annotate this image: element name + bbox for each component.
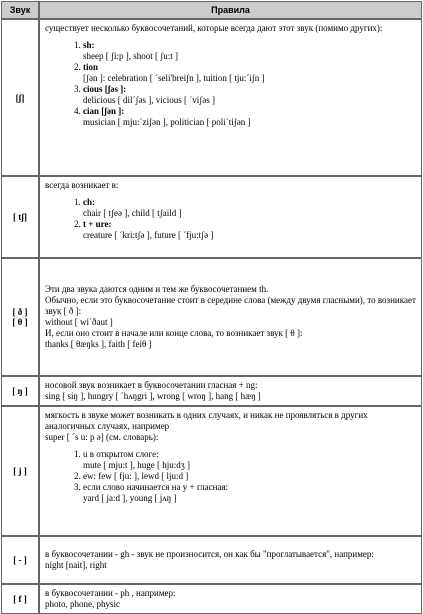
rule-cell [39, 19, 422, 176]
rule-cell: в буквосочетании - ph , например: photo, phone, physic [39, 584, 422, 614]
rule-intro: существует несколько буквосочетаний, которые всегда дают этот звук (помимо других): [45, 23, 383, 33]
sound-cell: [ j ] [1, 406, 39, 536]
sound-cell: [ ð ] [ θ ] [1, 258, 39, 376]
rule-cell [39, 176, 422, 258]
list-item: 3. cious [ʃəs ]: delicious [ dilˊʃəs ], vicious [ ˊviʃəs ] [83, 84, 417, 106]
header-rules: Правила [39, 1, 422, 19]
rule-cell: в буквосочетании - gh - звук не произносится, он как бы "проглатывается", например: night [nait], right [39, 536, 422, 584]
sound-cell: [ tʃ] [1, 176, 39, 258]
list-item: 1. sh: sheep [ ʃi:p ], shoot [ ʃu:t ] [83, 40, 417, 62]
rule-cell: носовой звук возникает в буквосочетании гласная + ng: sing [ siŋ ], hungry [ ˊhʌŋgri ], wrong [ wroŋ ], hang [ hæŋ ] [39, 376, 422, 406]
table-row [1, 584, 422, 614]
table-row [1, 258, 422, 376]
combination-list [45, 449, 417, 504]
phonetics-rules-table [1, 1, 422, 614]
combination-list [45, 40, 417, 128]
rule-intro: всегда возникает в: [45, 180, 119, 190]
table-row [1, 406, 422, 536]
sound-cell: [ - ] [1, 536, 39, 584]
rule-cell: мягкость в звуке может возникать в одних случаях, и никак не проявляться в других аналогичных случаях, например super [ ˊs u: p ə] (см. словарь): 1. u в открытом слоге: mute [ mju:t ], huge [ hju:dʒ ] 2. ew: few [ fju: ], lewd [ lju:d ] 3. если слово начинается на y + гласная: yard [ ja:d ], young [ jʌŋ ] [39, 406, 422, 536]
list-item: 2. t + ure: creature [ ˊkri:tʃə ], future [ ˊfju:tʃə ] [83, 219, 417, 241]
table-row [1, 536, 422, 584]
list-item: 1. u в открытом слоге: mute [ mju:t ], huge [ hju:dʒ ] [83, 449, 417, 471]
list-item: 1. ch: chair [ tʃeə ], child [ tʃaild ] [83, 197, 417, 219]
table-row [1, 176, 422, 258]
list-item: 2. tion [ʃən ]: celebration [ ˊseli'breiʃn ], tuition [ tju:ˊiʃn ] [83, 62, 417, 84]
sound-cell: [ f ] [1, 584, 39, 614]
table-row [1, 19, 422, 176]
table-row [1, 376, 422, 406]
combination-list [45, 197, 417, 241]
sound-cell: [ʃ] [1, 19, 39, 176]
rule-cell: Эти два звука даются одним и тем же буквосочетанием th. Обычно, если это буквосочетание стоит в середине слова (между двумя гласными), то возникает звук [ ð ]: without [ wiˊðaut ] И, если оно стоит в начале или конце слова, то возникает звук [ θ ]: thanks [ θæŋks ], faith [ feiθ ] [39, 258, 422, 376]
list-item: 2. ew: few [ fju: ], lewd [ lju:d ] [83, 471, 417, 482]
sound-cell: [ ŋ ] [1, 376, 39, 406]
table-header-row [1, 1, 422, 19]
list-item: 3. если слово начинается на y + гласная: yard [ ja:d ], young [ jʌŋ ] [83, 482, 417, 504]
list-item: 4. cian [ʃən ]: musician [ mju:ˊziʃən ], politician [ poliˊtiʃən ] [83, 106, 417, 128]
header-sound: Звук [1, 1, 39, 19]
